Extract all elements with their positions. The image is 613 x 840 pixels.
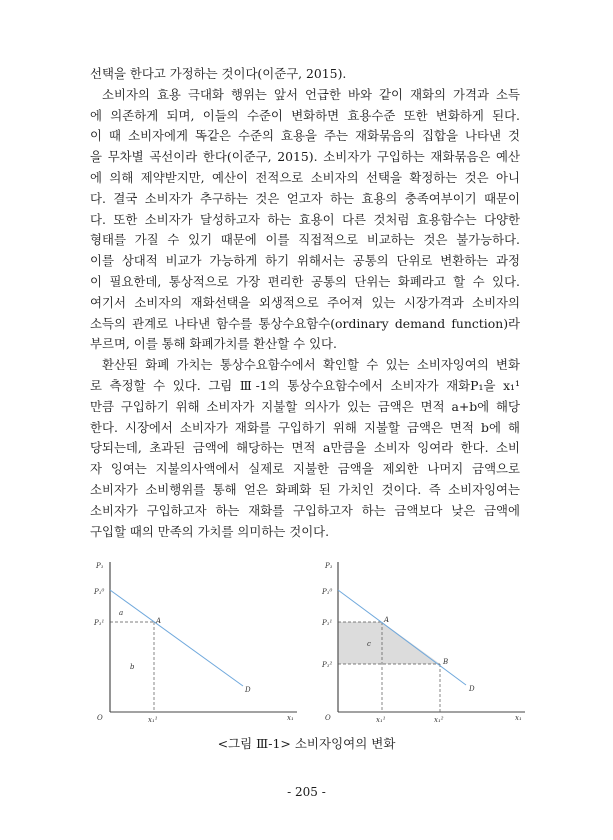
demand-diagram-right [313,552,528,732]
text-line: 로 측정할 수 있다. 그림 Ⅲ-1의 통상수요함수에서 소비자가 재화P₁을 x₁¹ [90,377,520,393]
text-line: 자 잉여는 지불의사액에서 실제로 지불한 금액을 제외한 나머지 금액으로 [90,461,520,477]
text-line: 형태를 가질 수 있기 때문에 이를 직접적으로 비교하는 것은 불가능하다. [90,232,520,248]
paragraph-0 [90,64,520,85]
text-line: 다. 또한 소비자가 달성하고자 하는 효용이 다른 것처럼 효용함수는 다양한 [90,211,520,227]
text-line: 환산된 화폐 가치는 통상수요함수에서 확인할 수 있는 소비자잉여의 변화 [102,357,520,373]
x-axis-label: x₁ [287,714,294,722]
point-label-a: A [384,616,390,624]
text-line: 소득의 관계로 나타낸 함수를 통상수요함수(ordinary demand function)라 [90,315,520,331]
text-line: 소비자의 효용 극대화 행위는 앞서 언급한 바와 같이 재화의 가격과 소득 [102,86,520,102]
text-line: 을 무차별 곡선이라 한다(이준구, 2015). 소비자가 구입하는 재화묶음은 예산 [90,149,520,165]
y-axis-label: P₁ [96,562,104,570]
document-body [90,64,520,542]
text-line: 이 때 소비자에게 똑같은 수준의 효용을 주는 재화묶음의 집합을 나타낸 것 [90,128,520,144]
text-line: 다. 결국 소비자가 추구하는 것은 얻고자 하는 효용의 충족여부이기 때문이 [90,190,520,206]
curve-label-d: D [245,686,251,694]
paragraph-1 [90,85,520,355]
text-line: 한다. 시장에서 소비자가 재화를 구입하기 위해 지불할 금액은 면적 b에 해 [90,419,520,435]
text-line: 부르며, 이를 통해 화폐가치를 환산할 수 있다. [90,336,337,352]
text-line: 선택을 한다고 가정하는 것이다(이준구, 2015). [90,66,347,81]
demand-diagram-left [85,552,300,732]
text-line: 에 의존하게 되며, 이들의 수준이 변화하면 효용수준 또한 변화하게 된다. [90,107,520,123]
y-tick-p1-0: P₁⁰ [94,588,105,596]
text-line: 이 필요한데, 통상적으로 가장 편리한 공통의 단위는 화폐라고 할 수 있다. [90,273,520,289]
text-line: 소비자가 구입하고자 하는 재화를 구입하고자 하는 금액보다 낮은 금액에 [90,502,520,518]
text-line: 여기서 소비자의 재화선택을 외생적으로 주어져 있는 시장가격과 소비자의 [90,294,520,310]
y-tick-p1-1: P₁¹ [322,619,333,627]
area-label-a: a [119,609,124,617]
demand-curve [110,590,243,686]
text-line: 에 의해 제약받지만, 예산이 전적으로 소비자의 선택을 확정하는 것은 아니 [90,169,520,185]
y-tick-p1-0: P₁⁰ [322,588,333,596]
page-number: - 205 - [287,785,326,799]
area-label-b: b [130,663,135,671]
point-label-a: A [156,617,162,625]
x-tick-x1-1: x₁¹ [376,716,386,724]
figure-consumer-surplus [85,552,535,732]
point-label-b: B [443,658,449,666]
y-tick-p1-2: P₁² [322,661,333,669]
curve-label-d: D [469,685,475,693]
text-line: 구입할 때의 만족의 가치를 의미하는 것이다. [90,523,330,539]
text-line: 소비자가 소비행위를 통해 얻은 화폐화 된 가치인 것이다. 즉 소비자잉여는 [90,481,520,497]
origin-label: O [97,714,103,722]
paragraph-2 [90,355,520,542]
y-axis-label: P₁ [325,562,333,570]
text-line: 이를 상대적 비교가 가능하게 하기 위해서는 공통의 단위로 변환하는 과정 [90,253,520,269]
x-tick-x1-1: x₁¹ [148,716,158,724]
figure-caption: <그림 Ⅲ-1> 소비자잉여의 변화 [217,736,396,751]
text-line: 만큼 구입하기 위해 소비자가 지불할 의사가 있는 금액은 면적 a+b에 해당 [90,398,520,414]
x-tick-x1-2: x₁² [434,716,444,724]
x-axis-label: x₁ [515,714,522,722]
area-label-c: c [367,640,371,648]
origin-label: O [325,714,331,722]
text-line: 당되는데, 초과된 금액에 해당하는 면적 a만큼을 소비자 잉여라 한다. 소비 [90,440,520,456]
y-tick-p1-1: P₁¹ [94,619,105,627]
